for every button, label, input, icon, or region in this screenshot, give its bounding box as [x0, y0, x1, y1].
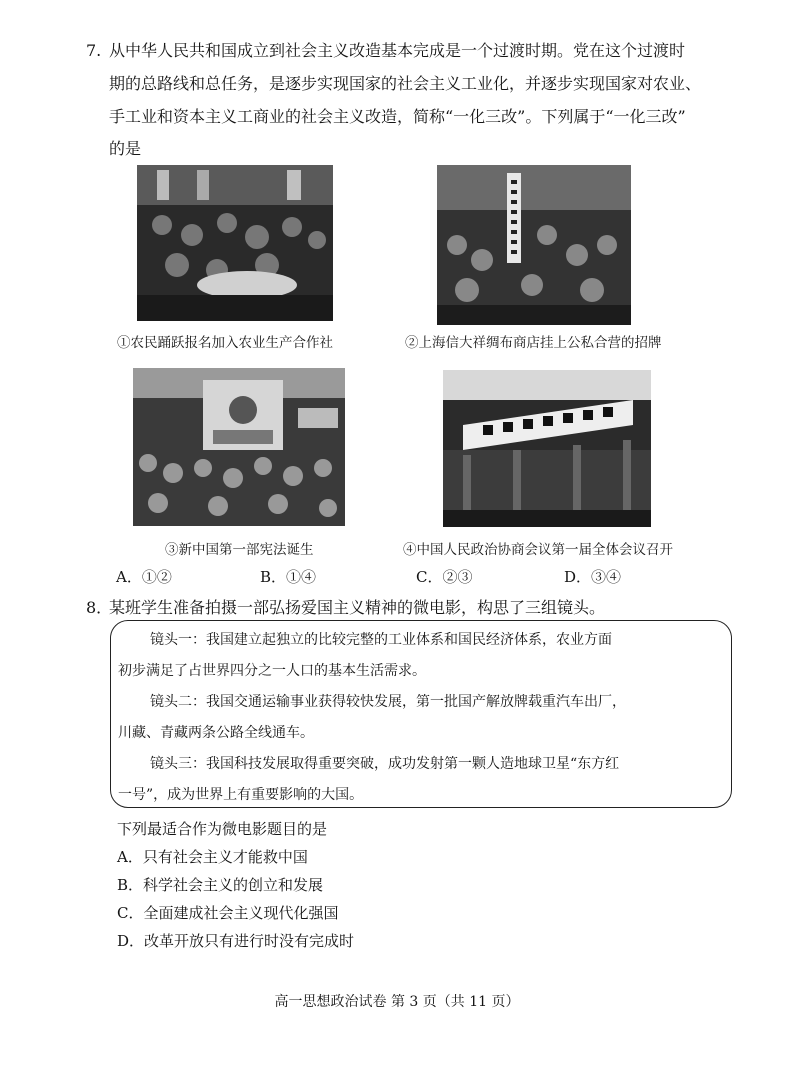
q7-stem-line-1: 从中华人民共和国成立到社会主义改造基本完成是一个过渡时期。党在这个过渡时 [109, 41, 686, 60]
photo-caption-3: ③新中国第一部宪法诞生 [165, 542, 314, 558]
q8-question: 下列最适合作为微电影题目的是 [117, 820, 328, 838]
q8-option-a[interactable]: A．只有社会主义才能救中国 [117, 848, 308, 866]
scene-1-line-1: 镜头一：我国建立起独立的比较完整的工业体系和国民经济体系，农业方面 [150, 632, 612, 648]
scene-1-line-2: 初步满足了占世界四分之一人口的基本生活需求。 [118, 663, 426, 679]
scene-3-line-1: 镜头三：我国科技发展取得重要突破，成功发射第一颗人造地球卫星“东方红 [150, 756, 620, 772]
q7-number: 7. [86, 41, 102, 60]
scene-3-line-2: 一号”，成为世界上有重要影响的大国。 [118, 787, 364, 803]
q8-option-c[interactable]: C．全面建成社会主义现代化强国 [117, 904, 339, 922]
q8-stem: 某班学生准备拍摄一部弘扬爱国主义精神的微电影，构思了三组镜头。 [109, 598, 606, 617]
photo-caption-2: ②上海信大祥绸布商店挂上公私合营的招牌 [405, 335, 662, 351]
q7-option-c[interactable]: C．②③ [416, 568, 473, 586]
photo-shanghai-store [437, 165, 631, 325]
q8-option-b[interactable]: B．科学社会主义的创立和发展 [117, 876, 324, 894]
q7-option-a[interactable]: A．①② [116, 568, 172, 586]
q7-stem-line-4: 的是 [109, 139, 142, 158]
page-footer: 高一思想政治试卷 第 3 页（共 11 页） [274, 994, 520, 1010]
photo-farmers-cooperative [137, 165, 333, 321]
photo-constitution [133, 368, 345, 526]
q7-stem-line-3: 手工业和资本主义工商业的社会主义改造，简称“一化三改”。下列属于“一化三改” [109, 107, 686, 126]
q7-option-b[interactable]: B．①④ [260, 568, 317, 586]
q8-option-d[interactable]: D．改革开放只有进行时没有完成时 [117, 932, 355, 950]
scene-2-line-1: 镜头二：我国交通运输事业获得较快发展，第一批国产解放牌载重汽车出厂， [150, 694, 626, 710]
photo-caption-4: ④中国人民政治协商会议第一届全体会议召开 [403, 542, 673, 558]
photo-caption-1: ①农民踊跃报名加入农业生产合作社 [117, 335, 333, 351]
q8-number: 8． [86, 598, 113, 617]
q7-option-d[interactable]: D．③④ [564, 568, 622, 586]
scene-2-line-2: 川藏、青藏两条公路全线通车。 [118, 725, 314, 741]
q7-stem-line-2: 期的总路线和总任务，是逐步实现国家的社会主义工业化，并逐步实现国家对农业、 [109, 74, 702, 93]
photo-cppcc-session [443, 370, 651, 527]
